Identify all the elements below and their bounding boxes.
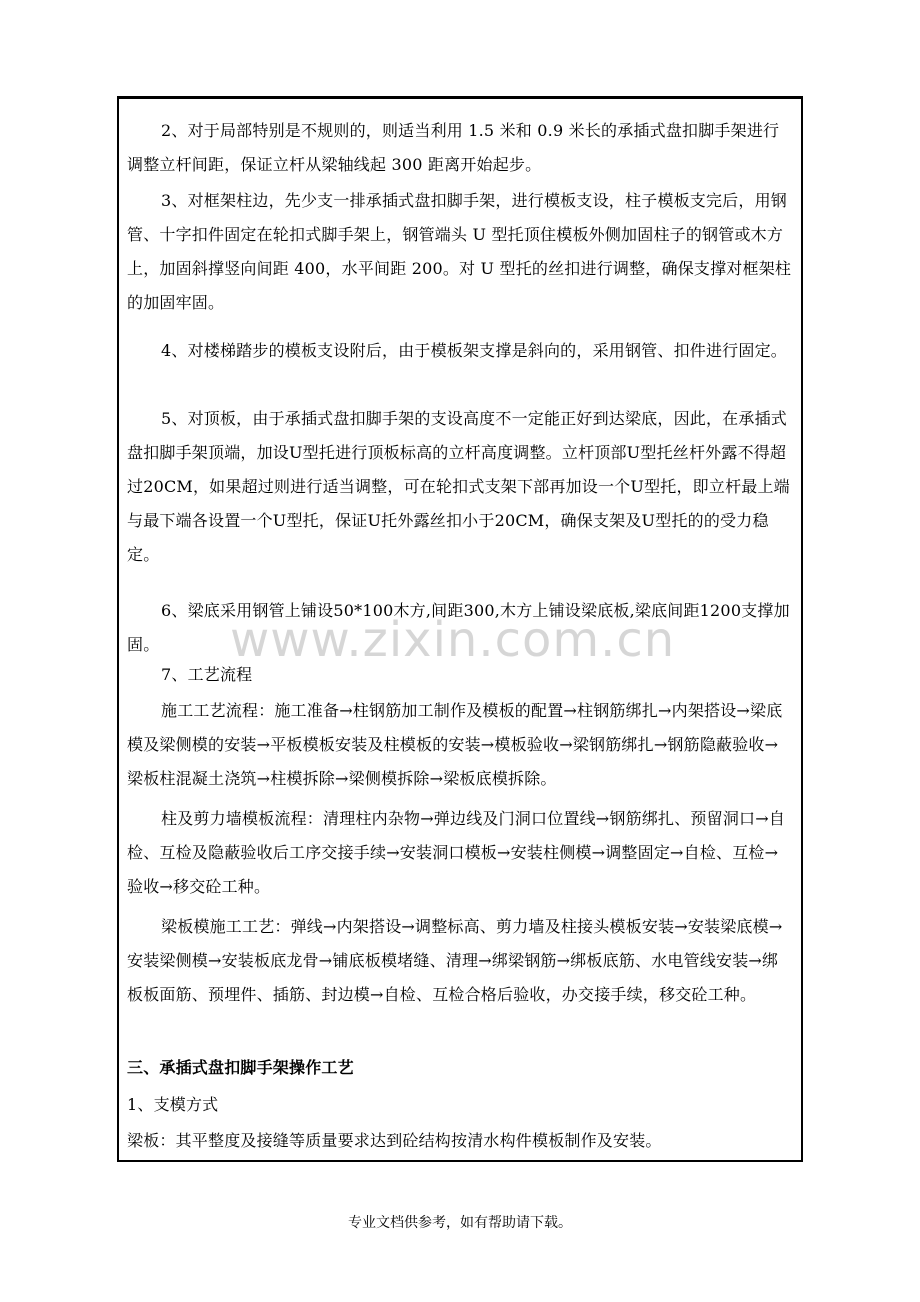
page-footer: 专业文档供参考，如有帮助请下载。 (348, 1215, 572, 1231)
section-3-heading: 三、承插式盘扣脚手架操作工艺 (127, 1058, 354, 1077)
paragraph-7: 7、工艺流程 (161, 665, 253, 684)
paragraph-3: 3、对框架柱边，先少支一排承插式盘扣脚手架，进行模板支设，柱子模板支完后，用钢管、十字扣件固定在轮扣式脚手架上，钢管端头 U 型托顶住模板外侧加固柱子的钢管或木方上，加固斜撑竖向间距 400，水平间距 200。对 U 型托的丝扣进行调整，确保支撑对框架柱的加固牢固。 (127, 191, 792, 312)
paragraph-6: 6、梁底采用钢管上铺设50*100木方,间距300,木方上铺设梁底板,梁底间距1200支撑加固。 (127, 601, 790, 654)
paragraph-4: 4、对楼梯踏步的模板支设附后，由于模板架支撑是斜向的，采用钢管、扣件进行固定。 (161, 341, 787, 360)
subsection-1-heading: 1、支模方式 (127, 1095, 219, 1114)
paragraph-column-process: 柱及剪力墙模板流程：清理柱内杂物→弹边线及门洞口位置线→钢筋绑扎、预留洞口→自检、互检及隐蔽验收后工序交接手续→安装洞口模板→安装柱侧模→调整固定→自检、互检→验收→移交砼工种。 (127, 809, 786, 896)
watermark: www.zixin.com.cn (230, 612, 676, 668)
paragraph-process: 施工工艺流程：施工准备→柱钢筋加工制作及模板的配置→柱钢筋绑扎→内架搭设→梁底模及梁侧模的安装→平板模板安装及柱模板的安装→模板验收→梁钢筋绑扎→钢筋隐蔽验收→梁板柱混凝土浇筑→柱模拆除→梁侧模拆除→梁板底模拆除。 (127, 701, 783, 788)
paragraph-2: 2、对于局部特别是不规则的，则适当利用 1.5 米和 0.9 米长的承插式盘扣脚手架进行调整立杆间距，保证立杆从梁轴线起 300 距离开始起步。 (127, 121, 780, 174)
beam-paragraph: 梁板：其平整度及接缝等质量要求达到砼结构按清水构件模板制作及安装。 (127, 1131, 662, 1150)
paragraph-beam-process: 梁板模施工工艺：弹线→内架搭设→调整标高、剪力墙及柱接头模板安装→安装梁底模→安装梁侧模→安装板底龙骨→铺底板模堵缝、清理→绑梁钢筋→绑板底筋、水电管线安装→绑板板面筋、预埋件、插筋、封边模→自检、互检合格后验收，办交接手续，移交砼工种。 (127, 917, 783, 1004)
paragraph-5: 5、对顶板，由于承插式盘扣脚手架的支设高度不一定能正好到达梁底，因此，在承插式盘扣脚手架顶端，加设U型托进行顶板标高的立杆高度调整。立杆顶部U型托丝杆外露不得超过20CM，如果超过则进行适当调整，可在轮扣式支架下部再加设一个U型托，即立杆最上端与最下端各设置一个U型托，保证U托外露丝扣小于20CM，确保支架及U型托的的受力稳定。 (127, 409, 790, 564)
